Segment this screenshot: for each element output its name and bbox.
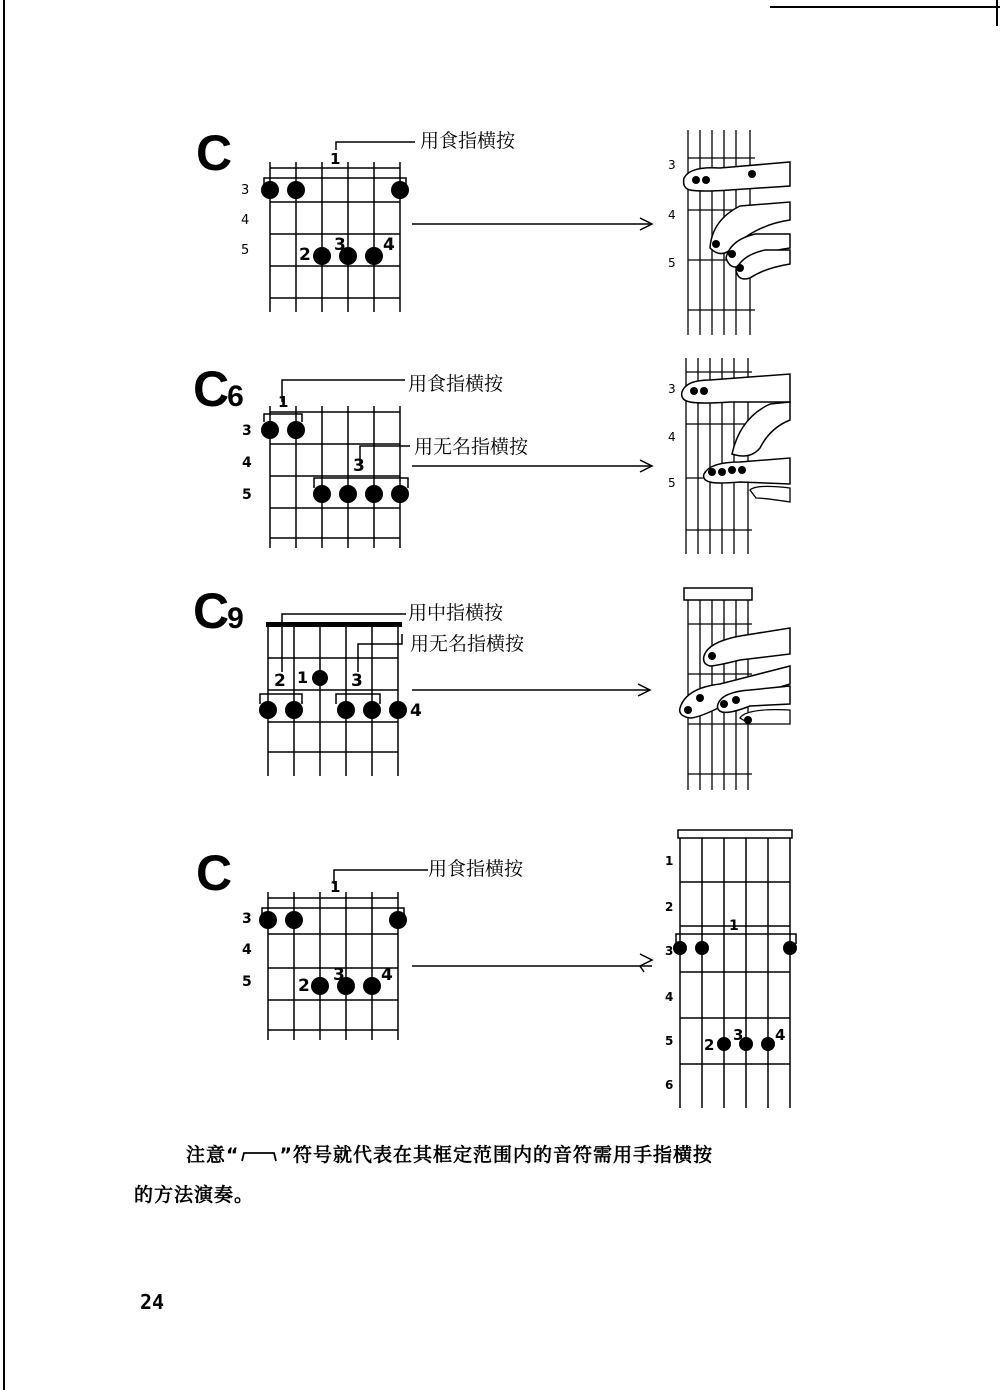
barre-symbol — [240, 1149, 280, 1163]
note-dot — [313, 485, 331, 503]
annotation-label: 用中指横按 — [408, 602, 504, 624]
hand-illustration-2 — [660, 358, 800, 558]
annotation-leader — [334, 870, 428, 884]
annotation-label: 用无名指横按 — [410, 633, 525, 655]
chord-name-c — [196, 125, 231, 181]
photo-fret-number: 3 — [668, 382, 676, 396]
photo-fret-number: 5 — [665, 1034, 674, 1048]
finger-number: 1 — [330, 878, 341, 896]
fret-number: 4 — [242, 455, 252, 471]
note-line-1 — [186, 1142, 906, 1168]
note-dot — [287, 421, 305, 439]
photo-finger-number: 4 — [775, 1026, 786, 1044]
chord-name-c-2 — [196, 845, 231, 901]
annotation-leader — [358, 634, 402, 672]
annotation-leader — [360, 446, 410, 466]
photo-fret-number: 4 — [668, 430, 676, 444]
hand-illustration-3 — [660, 584, 800, 794]
page-number: 24 — [140, 1290, 165, 1314]
finger-number: 1 — [278, 393, 289, 411]
note-dot — [363, 701, 381, 719]
photo-fret-number: 6 — [665, 1078, 674, 1092]
page-border-topright — [996, 0, 998, 26]
photo-fret-number: 2 — [665, 900, 674, 914]
chord-diagram-c6 — [230, 370, 670, 560]
note-text-end: ”符号就代表在其框定范围内的音符需用手指横按 — [279, 1144, 713, 1166]
photo-finger-number: 3 — [733, 1026, 744, 1044]
note-line-2: 的方法演奏。 — [134, 1184, 255, 1206]
photo-fret-number: 1 — [665, 854, 674, 868]
page-border-left — [3, 0, 5, 1390]
chord-diagram-c9 — [230, 600, 670, 790]
note-dot — [389, 701, 407, 719]
photo-fret-number: 5 — [668, 476, 676, 490]
finger-number: 3 — [334, 235, 346, 255]
fret-number: 5 — [241, 243, 250, 258]
photo-fret-number: 4 — [665, 990, 674, 1004]
barre-bracket — [264, 178, 406, 188]
note-dot — [259, 701, 277, 719]
note-dot — [389, 911, 407, 929]
photo-fret-number: 4 — [668, 208, 676, 222]
chord-letter: C — [196, 845, 231, 901]
hand-illustration-1 — [660, 130, 800, 340]
page-border-top — [770, 6, 1000, 8]
fretboard-grid — [268, 627, 398, 776]
note-dot — [391, 181, 409, 199]
chord-diagram-c-1 — [230, 130, 670, 350]
fret-number: 4 — [242, 942, 252, 958]
fret-number: 3 — [241, 183, 250, 198]
finger-number: 2 — [274, 671, 286, 691]
chord-letter: C — [196, 125, 231, 181]
note-dot — [261, 181, 279, 199]
fret-number: 3 — [242, 911, 252, 927]
photo-fret-number: 3 — [668, 158, 676, 172]
fret-number: 5 — [242, 487, 252, 503]
fret-number: 5 — [242, 974, 252, 990]
finger-number: 4 — [381, 965, 393, 985]
chord-suffix: 9 — [227, 602, 244, 635]
annotation-label: 用食指横按 — [420, 130, 516, 152]
note-dot — [339, 485, 357, 503]
finger-number: 3 — [351, 671, 363, 691]
note-dot — [365, 247, 383, 265]
chord-diagram-large — [660, 826, 810, 1116]
finger-number: 3 — [333, 965, 345, 985]
note-dot — [365, 485, 383, 503]
note-dot — [311, 977, 329, 995]
annotation-label: 用食指横按 — [408, 373, 504, 395]
finger-number: 2 — [298, 976, 310, 996]
photo-fret-number: 3 — [665, 944, 674, 958]
finger-number: 2 — [299, 245, 311, 265]
barre-bracket — [262, 908, 404, 918]
note-dot — [285, 911, 303, 929]
chord-suffix: 6 — [227, 380, 244, 413]
finger-number: 1 — [330, 150, 341, 168]
arrow-head — [640, 954, 652, 972]
note-dot — [363, 977, 381, 995]
note-dot — [285, 701, 303, 719]
note-dot — [259, 911, 277, 929]
nut — [266, 622, 402, 627]
note-dot — [312, 670, 328, 686]
chord-diagram-c-2 — [230, 858, 670, 1048]
note-text-start: 注意“ — [186, 1144, 240, 1166]
fret-number: 4 — [241, 213, 250, 228]
annotation-label: 用食指横按 — [428, 858, 524, 880]
annotation-leader — [282, 380, 405, 402]
finger-number: 4 — [410, 701, 422, 721]
photo-fret-number: 5 — [668, 256, 676, 270]
finger-number: 1 — [297, 668, 309, 687]
finger-number: 4 — [383, 235, 395, 255]
note-dot — [261, 421, 279, 439]
note-dot — [313, 247, 331, 265]
note-dot — [287, 181, 305, 199]
chord-letter: C — [193, 361, 228, 417]
photo-finger-number: 2 — [704, 1036, 715, 1054]
note-dot — [391, 485, 409, 503]
note-dot — [337, 701, 355, 719]
annotation-leader — [336, 142, 415, 150]
barre-bracket — [314, 478, 408, 488]
fret-number: 3 — [242, 423, 252, 439]
photo-finger-number: 1 — [729, 918, 739, 934]
annotation-label: 用无名指横按 — [414, 436, 529, 458]
chord-letter: C — [193, 583, 228, 639]
finger-number: 3 — [353, 456, 365, 476]
